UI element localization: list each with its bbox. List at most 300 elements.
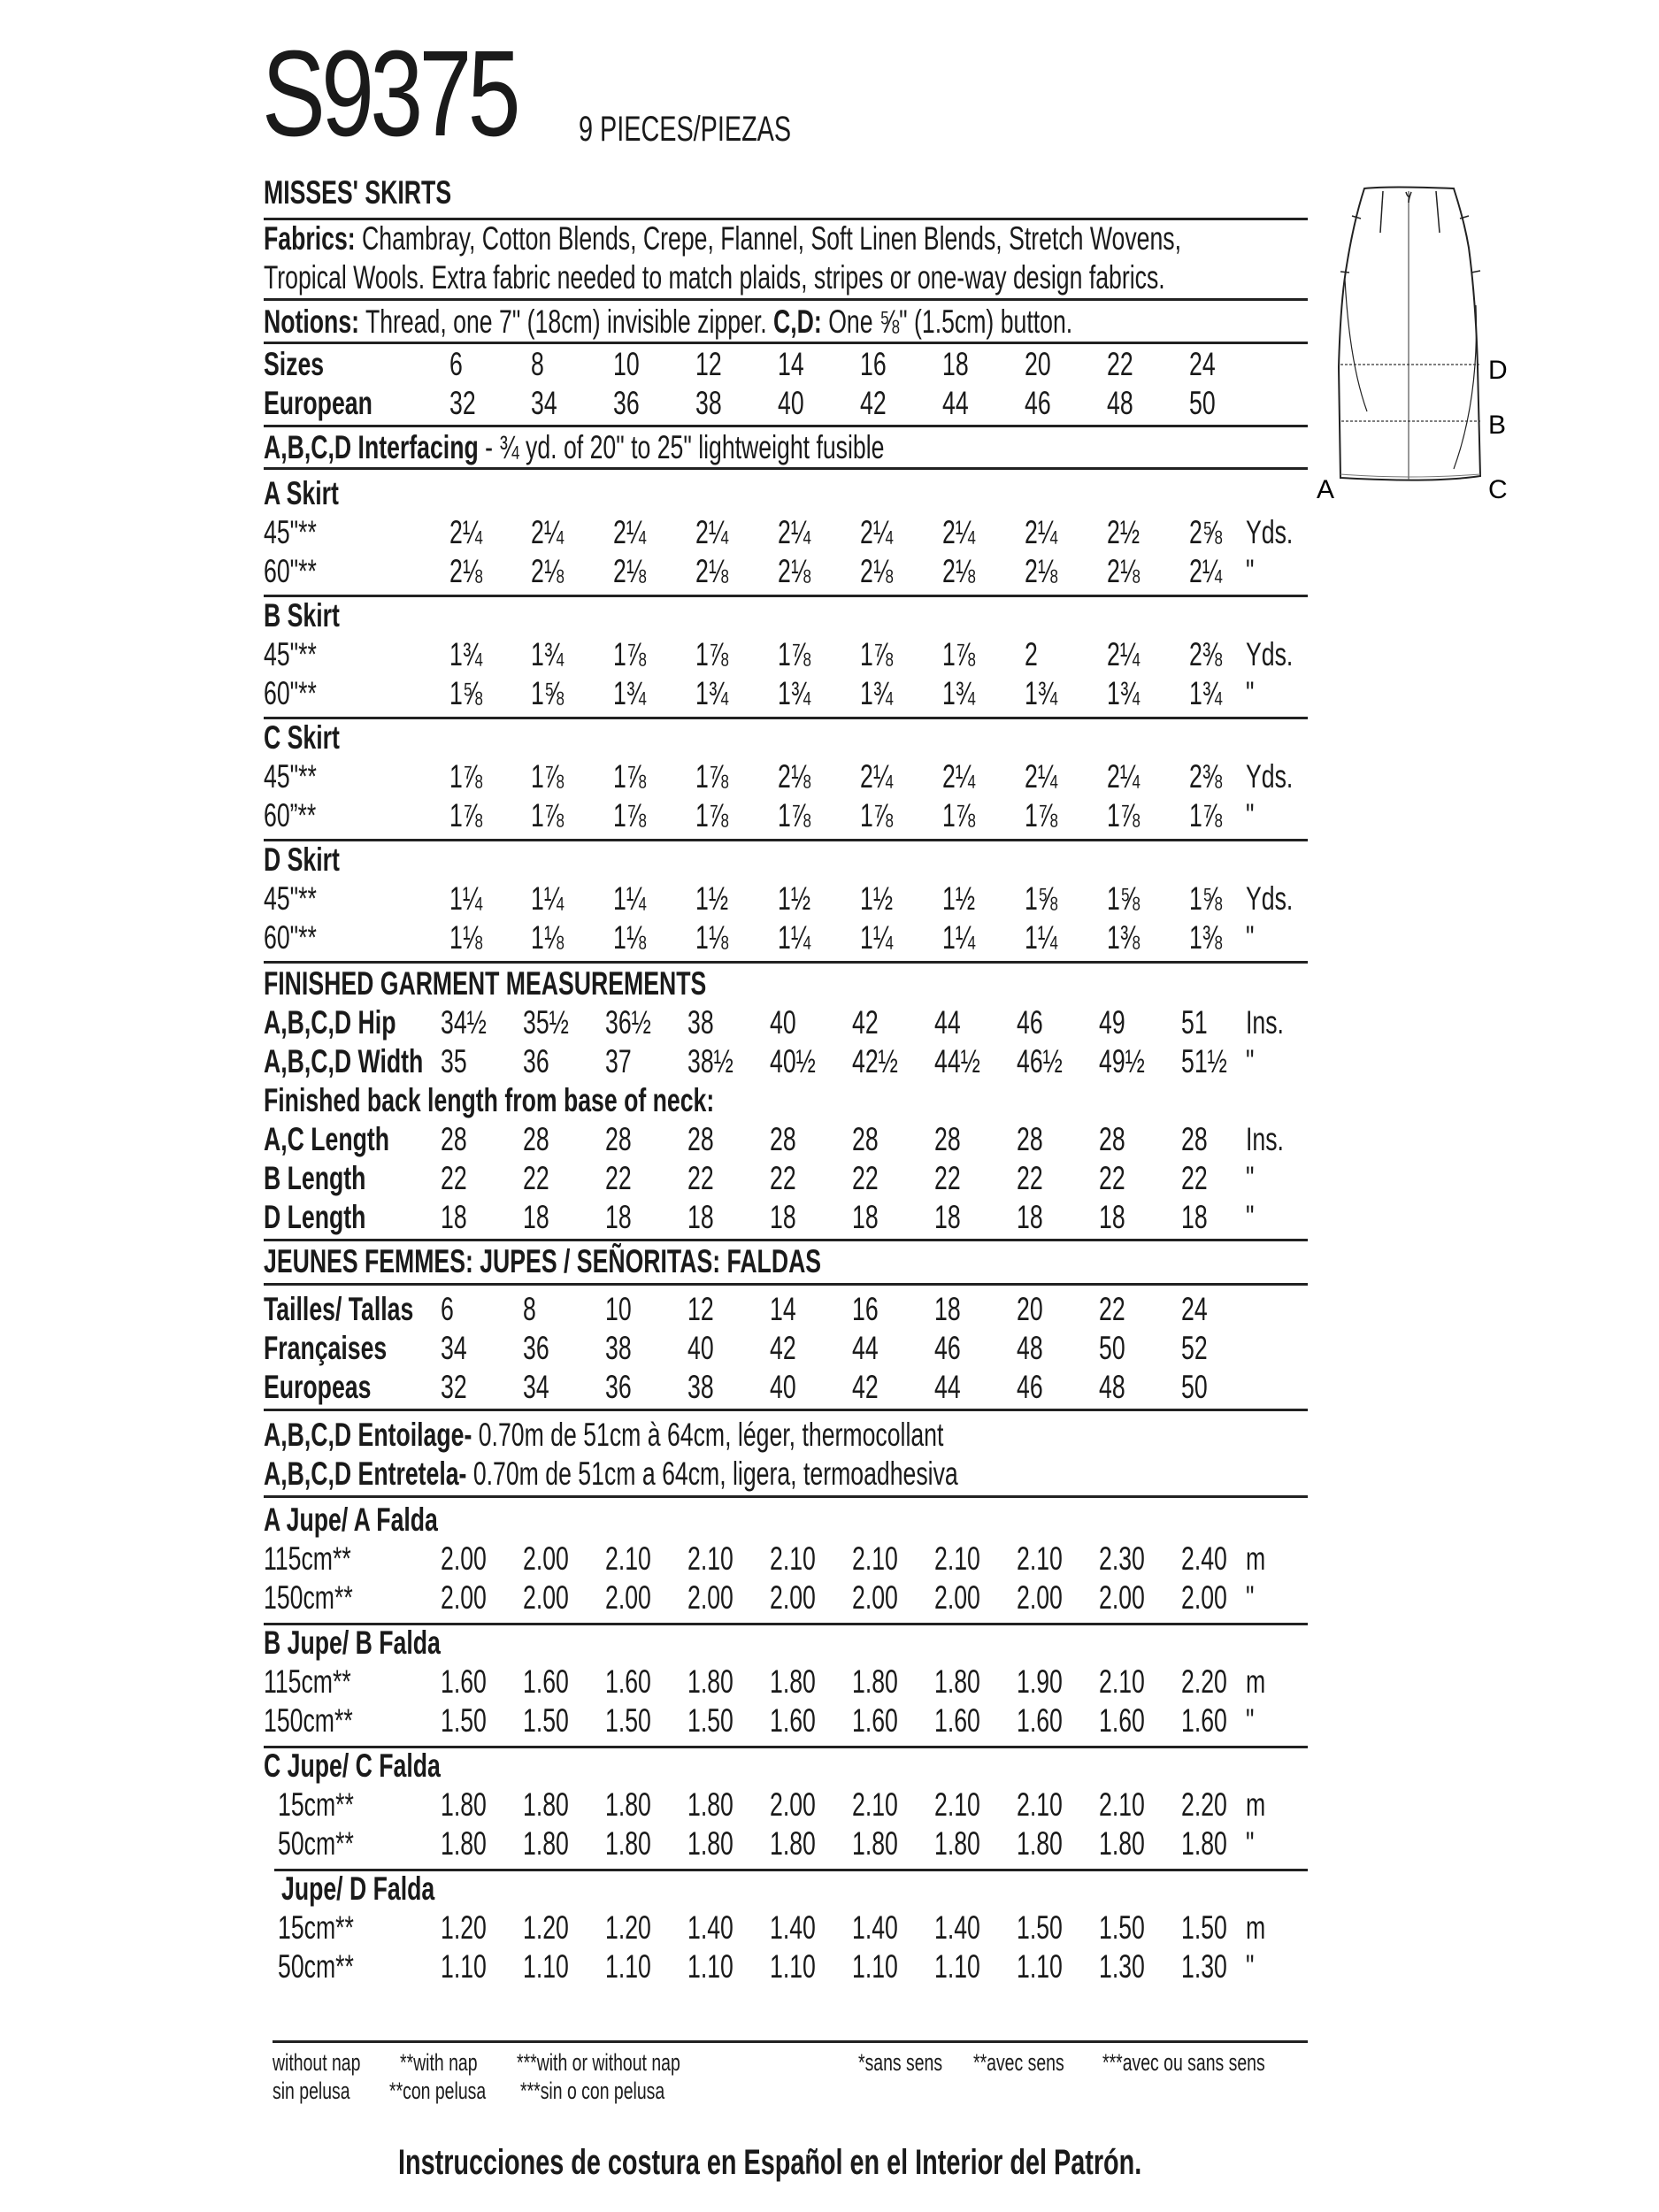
row-label: 60”**	[264, 797, 317, 833]
cell-value: 35	[441, 1043, 467, 1079]
left-dart	[1380, 191, 1383, 233]
row-label: 45"**	[264, 514, 317, 550]
cell-value: 32	[441, 1369, 467, 1405]
footnote-en-2: **with nap	[400, 2049, 478, 2076]
cell-value: 1¾	[942, 675, 976, 711]
length-row	[264, 1120, 1308, 1159]
skirt-outline	[1339, 188, 1480, 480]
intl-size-row	[264, 1329, 1308, 1368]
cell-value: 1⅞	[860, 636, 894, 672]
cell-value: 49½	[1099, 1043, 1145, 1079]
cell-value: 22	[687, 1160, 714, 1196]
cell-value: 1¾	[695, 675, 729, 711]
finished-heading: FINISHED GARMENT MEASUREMENTS	[264, 965, 707, 1002]
cell-value: 2¼	[1189, 553, 1223, 589]
cell-value: 50	[1189, 385, 1216, 421]
cell-value: 1.10	[523, 1948, 569, 1985]
row-label: 60"**	[264, 919, 317, 956]
unit-label: Yds.	[1246, 758, 1294, 795]
cell-value: 1.30	[1099, 1948, 1145, 1985]
row-label: A,C Length	[264, 1121, 390, 1157]
cell-value: 28	[1099, 1121, 1125, 1157]
cell-value: 2.00	[523, 1579, 569, 1616]
cell-value: 1⅞	[449, 758, 483, 795]
cell-value: 2.00	[1181, 1579, 1227, 1616]
row-label: 45"**	[264, 758, 317, 795]
cell-value: 18	[934, 1291, 961, 1327]
cell-value: 2.00	[770, 1786, 816, 1823]
cell-value: 2⅜	[1189, 758, 1223, 795]
cell-value: 1¾	[449, 636, 483, 672]
cell-value: 1.10	[605, 1948, 651, 1985]
cell-value: 18	[942, 346, 969, 382]
cell-value: 2¼	[942, 758, 976, 795]
cell-value: 36½	[605, 1004, 651, 1041]
divider	[264, 1239, 1308, 1241]
unit-label: m	[1246, 1540, 1266, 1577]
cell-value: 28	[1017, 1121, 1043, 1157]
unit-label: "	[1246, 1160, 1255, 1196]
cell-value: 1.20	[441, 1909, 487, 1946]
cell-value: 34	[441, 1330, 467, 1366]
view-title: D Skirt	[264, 841, 340, 878]
divider	[264, 1409, 1308, 1411]
unit-label: m	[1246, 1786, 1266, 1823]
metric-row	[264, 1909, 1308, 1947]
metric-row	[264, 1701, 1308, 1740]
interfacing-label: A,B,C,D Interfacing	[264, 429, 479, 465]
notions-cd-label: C,D:	[773, 303, 822, 340]
cell-value: 40	[778, 385, 804, 421]
cell-value: 1.60	[934, 1702, 980, 1739]
cell-value: 38	[605, 1330, 632, 1366]
cell-value: 1.40	[770, 1909, 816, 1946]
cell-value: 24	[1181, 1291, 1208, 1327]
cell-value: 1.80	[441, 1786, 487, 1823]
cell-value: 1⅛	[531, 919, 565, 956]
cell-value: 1.50	[441, 1702, 487, 1739]
cell-value: 1.40	[934, 1909, 980, 1946]
unit-label: "	[1246, 553, 1255, 589]
cell-value: 2.00	[441, 1540, 487, 1577]
metric-row	[264, 1947, 1308, 1986]
cell-value: 35½	[523, 1004, 569, 1041]
interfacing-text: - ¾ yd. of 20" to 25" lightweight fusible	[485, 429, 885, 465]
cell-value: 40	[770, 1369, 796, 1405]
unit-label: Yds.	[1246, 636, 1294, 672]
cell-value: 2.10	[605, 1540, 651, 1577]
cell-value: 1⅞	[449, 797, 483, 833]
cell-value: 2⅛	[531, 553, 565, 589]
view-title: A Skirt	[264, 475, 339, 511]
yardage-row	[264, 879, 1308, 918]
cell-value: 38½	[687, 1043, 733, 1079]
cell-value: 48	[1099, 1369, 1125, 1405]
cell-value: 1⅞	[613, 636, 647, 672]
cell-value: 1¼	[778, 919, 811, 956]
interfacing	[264, 428, 884, 467]
cell-value: 1⅞	[695, 758, 729, 795]
footnote-es-2: **con pelusa	[389, 2078, 487, 2104]
row-label: A,B,C,D Width	[264, 1043, 424, 1079]
cell-value: 2⅛	[1107, 553, 1141, 589]
cell-value: 1.20	[523, 1909, 569, 1946]
row-label: 50cm**	[278, 1948, 354, 1985]
cell-value: 18	[1181, 1199, 1208, 1235]
pattern-title: MISSES' SKIRTS	[264, 174, 452, 211]
cell-value: 1⅞	[1025, 797, 1058, 833]
cell-value: 44	[942, 385, 969, 421]
back-length-label	[264, 1081, 714, 1120]
cell-value: 1⅞	[695, 636, 729, 672]
cell-value: 1¾	[860, 675, 894, 711]
cell-value: 22	[523, 1160, 549, 1196]
cell-value: 1¾	[613, 675, 647, 711]
cell-value: 22	[1017, 1160, 1043, 1196]
cell-value: 2.10	[934, 1786, 980, 1823]
yardage-view-title	[264, 841, 340, 879]
row-label: 115cm**	[264, 1663, 351, 1700]
cell-value: 2.10	[1017, 1540, 1063, 1577]
cell-value: 28	[523, 1121, 549, 1157]
cell-value: 1⅛	[695, 919, 729, 956]
cell-value: 1.60	[1181, 1702, 1227, 1739]
cell-value: 1¾	[1189, 675, 1223, 711]
cell-value: 42	[852, 1004, 879, 1041]
notions-cd-text: One ⅝" (1.5cm) button.	[828, 303, 1073, 340]
entretela-label: A,B,C,D Entretela-	[264, 1455, 467, 1492]
cell-value: 2	[1025, 636, 1038, 672]
cell-value: 1⅝	[449, 675, 483, 711]
cell-value: 18	[934, 1199, 961, 1235]
entretela-text: 0.70m de 51cm a 64cm, ligera, termoadhesiva	[472, 1455, 958, 1492]
cell-value: 1.80	[852, 1663, 898, 1700]
row-label: 115cm**	[264, 1540, 351, 1577]
notions-text: Thread, one 7" (18cm) invisible zipper.	[365, 303, 767, 340]
cell-value: 1.50	[687, 1702, 733, 1739]
yardage-view-title	[264, 718, 340, 757]
cell-value: 2⅜	[1189, 636, 1223, 672]
fabrics-text: Chambray, Cotton Blends, Crepe, Flannel, Soft Linen Blends, Stretch Wovens,	[362, 220, 1182, 257]
cell-value: 1.50	[1099, 1909, 1145, 1946]
cell-value: 1.10	[441, 1948, 487, 1985]
skirt-back-view-illustration	[1301, 168, 1566, 513]
cell-value: 1⅜	[1107, 919, 1141, 956]
cell-value: 20	[1025, 346, 1051, 382]
cell-value: 2⅛	[778, 758, 811, 795]
row-label: Tailles/ Tallas	[264, 1291, 414, 1327]
unit-label: m	[1246, 1909, 1266, 1946]
yardage-row	[264, 918, 1308, 957]
divider	[264, 425, 1308, 427]
row-label: Europeas	[264, 1369, 372, 1405]
cell-value: 2¼	[860, 514, 894, 550]
cell-value: 22	[1099, 1160, 1125, 1196]
cell-value: 2¼	[1025, 758, 1058, 795]
cell-value: 22	[605, 1160, 632, 1196]
cell-value: 46	[1025, 385, 1051, 421]
cell-value: 1⅞	[531, 797, 565, 833]
cell-value: 2.10	[687, 1540, 733, 1577]
cell-value: 52	[1181, 1330, 1208, 1366]
footnote-en-3: ***with or without nap	[517, 2049, 680, 2076]
cell-value: 14	[770, 1291, 796, 1327]
intl-title	[264, 1242, 821, 1281]
yardage-view-title	[264, 596, 340, 635]
unit-label: m	[1246, 1663, 1266, 1700]
view-title: B Skirt	[264, 597, 340, 634]
cell-value: 1½	[942, 880, 976, 917]
divider	[264, 839, 1308, 841]
row-label: European	[264, 385, 373, 421]
cell-value: 2¼	[449, 514, 483, 550]
cell-value: 2¼	[942, 514, 976, 550]
cell-value: 16	[860, 346, 887, 382]
cell-value: 49	[1099, 1004, 1125, 1041]
notions-label: Notions:	[264, 303, 360, 340]
cell-value: 10	[605, 1291, 632, 1327]
cell-value: 18	[605, 1199, 632, 1235]
cell-value: 42	[770, 1330, 796, 1366]
notions	[264, 303, 1072, 342]
cell-value: 2.10	[852, 1540, 898, 1577]
cell-value: 1¾	[778, 675, 811, 711]
row-label: D Length	[264, 1199, 366, 1235]
cell-value: 1⅝	[1189, 880, 1223, 917]
cell-value: 2½	[1107, 514, 1141, 550]
back-length-text: Finished back length from base of neck:	[264, 1082, 715, 1118]
cell-value: 2⅝	[1189, 514, 1223, 550]
yardage-row	[264, 796, 1308, 835]
footnote-es-1: sin pelusa	[273, 2078, 350, 2104]
cell-value: 1⅜	[1189, 919, 1223, 956]
divider	[264, 1283, 1308, 1286]
row-label: 45"**	[264, 636, 317, 672]
cell-value: 1.80	[441, 1825, 487, 1862]
row-label: 60"**	[264, 553, 317, 589]
cell-value: 1¼	[613, 880, 647, 917]
cell-value: 10	[613, 346, 640, 382]
cell-value: 50	[1099, 1330, 1125, 1366]
row-label: 50cm**	[278, 1825, 354, 1862]
cell-value: 28	[441, 1121, 467, 1157]
finished-title	[264, 964, 706, 1003]
left-drape-line	[1345, 279, 1367, 411]
cell-value: 2.10	[1099, 1786, 1145, 1823]
cell-value: 1.60	[770, 1702, 816, 1739]
cell-value: 2.10	[934, 1540, 980, 1577]
cell-value: 1¼	[942, 919, 976, 956]
cell-value: 2¼	[613, 514, 647, 550]
row-label: 60"**	[264, 675, 317, 711]
cell-value: 1⅞	[1107, 797, 1141, 833]
yardage-row	[264, 757, 1308, 796]
cell-value: 2.00	[1017, 1579, 1063, 1616]
cell-value: 1¼	[449, 880, 483, 917]
metric-row	[264, 1824, 1308, 1863]
cell-value: 1⅞	[613, 758, 647, 795]
cell-value: 28	[1181, 1121, 1208, 1157]
view-label-b: B	[1488, 411, 1507, 440]
finished-row	[264, 1003, 1308, 1042]
cell-value: 1.50	[1017, 1909, 1063, 1946]
cell-value: 1.80	[934, 1825, 980, 1862]
footnote-fr-3: ***avec ou sans sens	[1102, 2049, 1265, 2076]
finished-row	[264, 1042, 1308, 1081]
cell-value: 40½	[770, 1043, 816, 1079]
cell-value: 28	[770, 1121, 796, 1157]
cell-value: 6	[449, 346, 463, 382]
cell-value: 18	[441, 1199, 467, 1235]
cell-value: 36	[523, 1330, 549, 1366]
footnote-fr-1: *sans sens	[858, 2049, 943, 2076]
row-label: Sizes	[264, 346, 325, 382]
cell-value: 36	[613, 385, 640, 421]
cell-value: 1.80	[687, 1825, 733, 1862]
cell-value: 2.00	[770, 1579, 816, 1616]
row-label: 15cm**	[278, 1909, 354, 1946]
cell-value: 50	[1181, 1369, 1208, 1405]
cell-value: 28	[687, 1121, 714, 1157]
cell-value: 12	[695, 346, 722, 382]
cell-value: 2.20	[1181, 1663, 1227, 1700]
cell-value: 1⅝	[531, 675, 565, 711]
cell-value: 2⅛	[860, 553, 894, 589]
cell-value: 38	[687, 1369, 714, 1405]
row-label: 45"**	[264, 880, 317, 917]
fabrics-label: Fabrics:	[264, 220, 356, 257]
cell-value: 2.30	[1099, 1540, 1145, 1577]
cell-value: 22	[934, 1160, 961, 1196]
yardage-view-title	[264, 474, 339, 513]
unit-label: Yds.	[1246, 514, 1294, 550]
cell-value: 46	[1017, 1004, 1043, 1041]
divider	[264, 467, 1308, 470]
unit-label: Yds.	[1246, 880, 1294, 917]
unit-label: "	[1246, 1579, 1255, 1616]
cell-value: 38	[695, 385, 722, 421]
unit-label: "	[1246, 797, 1255, 833]
cell-value: 34½	[441, 1004, 487, 1041]
row-label: Françaises	[264, 1330, 388, 1366]
cell-value: 34	[523, 1369, 549, 1405]
cell-value: 2.00	[1099, 1579, 1145, 1616]
divider	[264, 717, 1308, 719]
cell-value: 2.00	[523, 1540, 569, 1577]
cell-value: 37	[605, 1043, 632, 1079]
cell-value: 2¼	[778, 514, 811, 550]
cell-value: 1.80	[1099, 1825, 1145, 1862]
unit-label: "	[1246, 1043, 1255, 1079]
unit-label: "	[1246, 919, 1255, 956]
cell-value: 14	[778, 346, 804, 382]
unit-label: Ins.	[1246, 1004, 1284, 1041]
cell-value: 1¼	[531, 880, 565, 917]
entoilage-text: 0.70m de 51cm à 64cm, léger, thermocollant	[478, 1417, 944, 1453]
cell-value: 2⅛	[942, 553, 976, 589]
footnote-es-3: ***sin o con pelusa	[520, 2078, 665, 2104]
metric-row	[264, 1663, 1308, 1701]
yardage-row	[264, 674, 1308, 713]
cell-value: 8	[523, 1291, 536, 1327]
length-row	[264, 1198, 1308, 1237]
cell-value: 2.00	[605, 1579, 651, 1616]
view-label-d: D	[1488, 356, 1508, 385]
cell-value: 1.40	[687, 1909, 733, 1946]
cell-value: 1¾	[531, 636, 565, 672]
cell-value: 2⅛	[613, 553, 647, 589]
cell-value: 16	[852, 1291, 879, 1327]
cell-value: 46	[1017, 1369, 1043, 1405]
row-label: 15cm**	[278, 1786, 354, 1823]
cell-value: 42	[860, 385, 887, 421]
yardage-row	[264, 513, 1308, 552]
divider	[264, 342, 1308, 344]
cell-value: 24	[1189, 346, 1216, 382]
cell-value: 1.80	[1017, 1825, 1063, 1862]
cell-value: 44	[934, 1004, 961, 1041]
cell-value: 1¼	[1025, 919, 1058, 956]
cell-value: 2¼	[1107, 758, 1141, 795]
cell-value: 2¼	[860, 758, 894, 795]
row-label: A,B,C,D Hip	[264, 1004, 396, 1041]
cell-value: 12	[687, 1291, 714, 1327]
view-title: C Skirt	[264, 719, 340, 756]
cell-value: 1½	[778, 880, 811, 917]
cell-value: 1.10	[852, 1948, 898, 1985]
view-label-a: A	[1317, 475, 1335, 504]
cell-value: 36	[605, 1369, 632, 1405]
footnote-fr-2: **avec sens	[973, 2049, 1064, 2076]
cell-value: 51½	[1181, 1043, 1227, 1079]
cell-value: 1¾	[1025, 675, 1058, 711]
cell-value: 20	[1017, 1291, 1043, 1327]
cell-value: 2¼	[1025, 514, 1058, 550]
cell-value: 2⅛	[695, 553, 729, 589]
cell-value: 44	[852, 1330, 879, 1366]
cell-value: 46½	[1017, 1043, 1063, 1079]
entoilage	[264, 1416, 943, 1455]
cell-value: 1.60	[1099, 1702, 1145, 1739]
metric-row	[264, 1578, 1308, 1617]
cell-value: 2¼	[1107, 636, 1141, 672]
cell-value: 1.80	[687, 1663, 733, 1700]
metric-row	[264, 1786, 1308, 1824]
cell-value: 22	[1181, 1160, 1208, 1196]
cell-value: 2.20	[1181, 1786, 1227, 1823]
row-label: B Length	[264, 1160, 366, 1196]
cell-value: 1.10	[934, 1948, 980, 1985]
entretela	[264, 1455, 958, 1494]
cell-value: 1.50	[523, 1702, 569, 1739]
cell-value: 1.10	[1017, 1948, 1063, 1985]
divider	[264, 595, 1308, 597]
cell-value: 40	[687, 1330, 714, 1366]
cell-value: 1.80	[934, 1663, 980, 1700]
footnote-en-1: without nap	[273, 2049, 361, 2076]
cell-value: 1.30	[1181, 1948, 1227, 1985]
cell-value: 1.10	[770, 1948, 816, 1985]
cell-value: 1.20	[605, 1909, 651, 1946]
cell-value: 1⅞	[778, 797, 811, 833]
intl-size-row	[264, 1368, 1308, 1407]
cell-value: 18	[770, 1199, 796, 1235]
cell-value: 1.80	[687, 1786, 733, 1823]
cell-value: 1.50	[1181, 1909, 1227, 1946]
row-label: 150cm**	[264, 1579, 353, 1616]
unit-label: Ins.	[1246, 1121, 1284, 1157]
row-label: 150cm**	[264, 1702, 353, 1739]
